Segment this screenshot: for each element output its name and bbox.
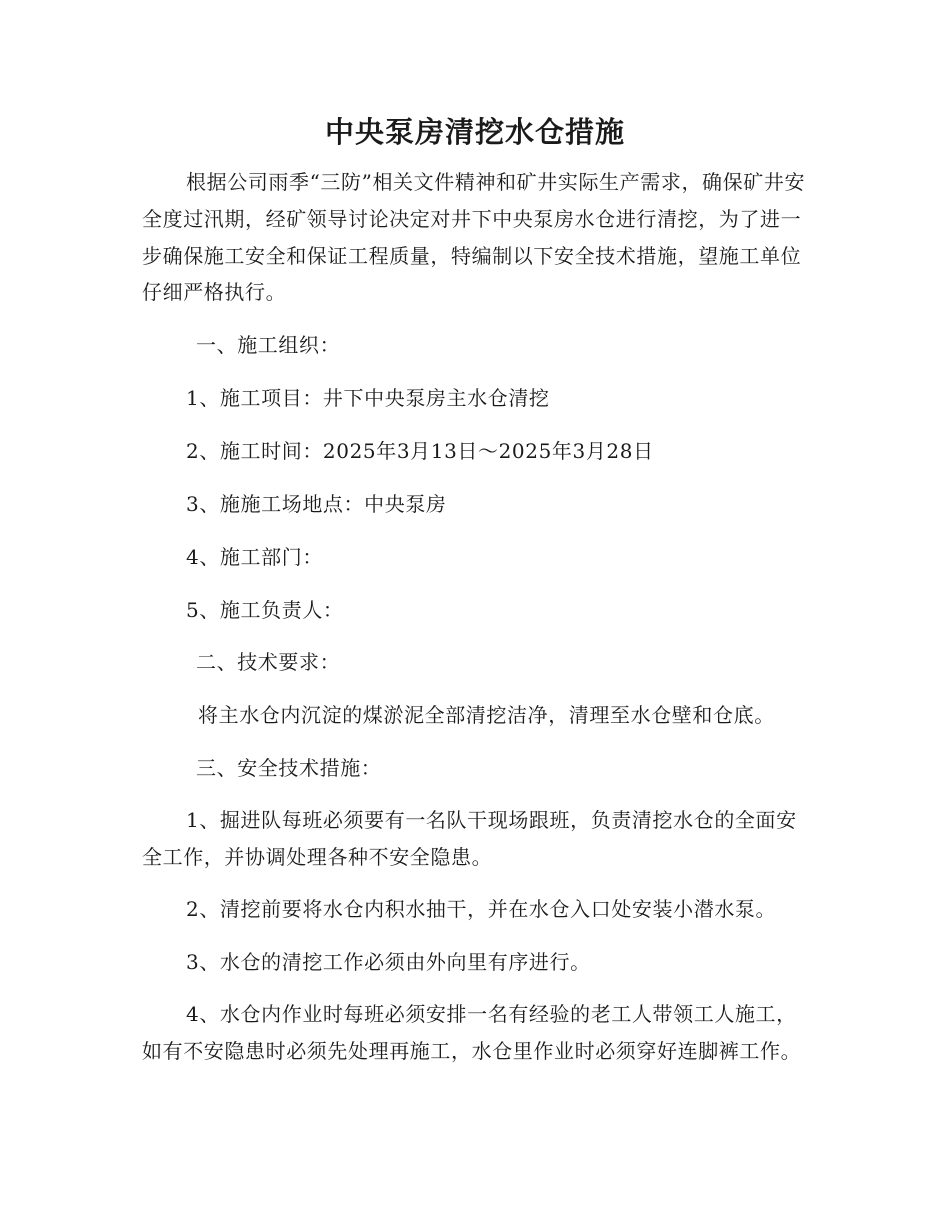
safety-item-1: 1、掘进队每班必须要有一名队干现场跟班，负责清挖水仓的全面安全工作，并协调处理各种不安全隐患。 xyxy=(142,808,797,869)
organization-item-department: 4、施工部门： xyxy=(186,545,323,569)
organization-item-site: 3、施施工场地点：中央泵房 xyxy=(186,492,447,516)
organization-item-leader: 5、施工负责人： xyxy=(186,598,344,622)
safety-item-3: 3、水仓的清挖工作必须由外向里有序进行。 xyxy=(186,950,591,974)
intro-paragraph: 根据公司雨季“三防”相关文件精神和矿井实际生产需求，确保矿井安全度过汛期，经矿领导讨论决定对井下中央泵房水仓进行清挖，为了进一步确保施工安全和保证工程质量，特编制以下安全技术措施，望施工单位仔细严格执行。 xyxy=(142,170,806,305)
safety-item-4: 4、水仓内作业时每班必须安排一名有经验的老工人带领工人施工，如有不安隐患时必须先处理再施工，水仓里作业时必须穿好连脚裤工作。 xyxy=(142,1002,802,1063)
section-heading-organization: 一、施工组织： xyxy=(196,333,341,357)
section-heading-safety: 三、安全技术措施： xyxy=(196,756,382,780)
technical-requirement-text: 将主水仓内沉淀的煤淤泥全部清挖洁净，清理至水仓壁和仓底。 xyxy=(198,703,775,727)
organization-item-time: 2、施工时间：2025年3月13日～2025年3月28日 xyxy=(186,439,654,463)
organization-item-project: 1、施工项目：井下中央泵房主水仓清挖 xyxy=(186,386,550,410)
document-title: 中央泵房清挖水仓措施 xyxy=(324,115,625,149)
section-heading-technical: 二、技术要求： xyxy=(196,650,341,674)
safety-item-2: 2、清挖前要将水仓内积水抽干，并在水仓入口处安装小潜水泵。 xyxy=(186,897,777,921)
